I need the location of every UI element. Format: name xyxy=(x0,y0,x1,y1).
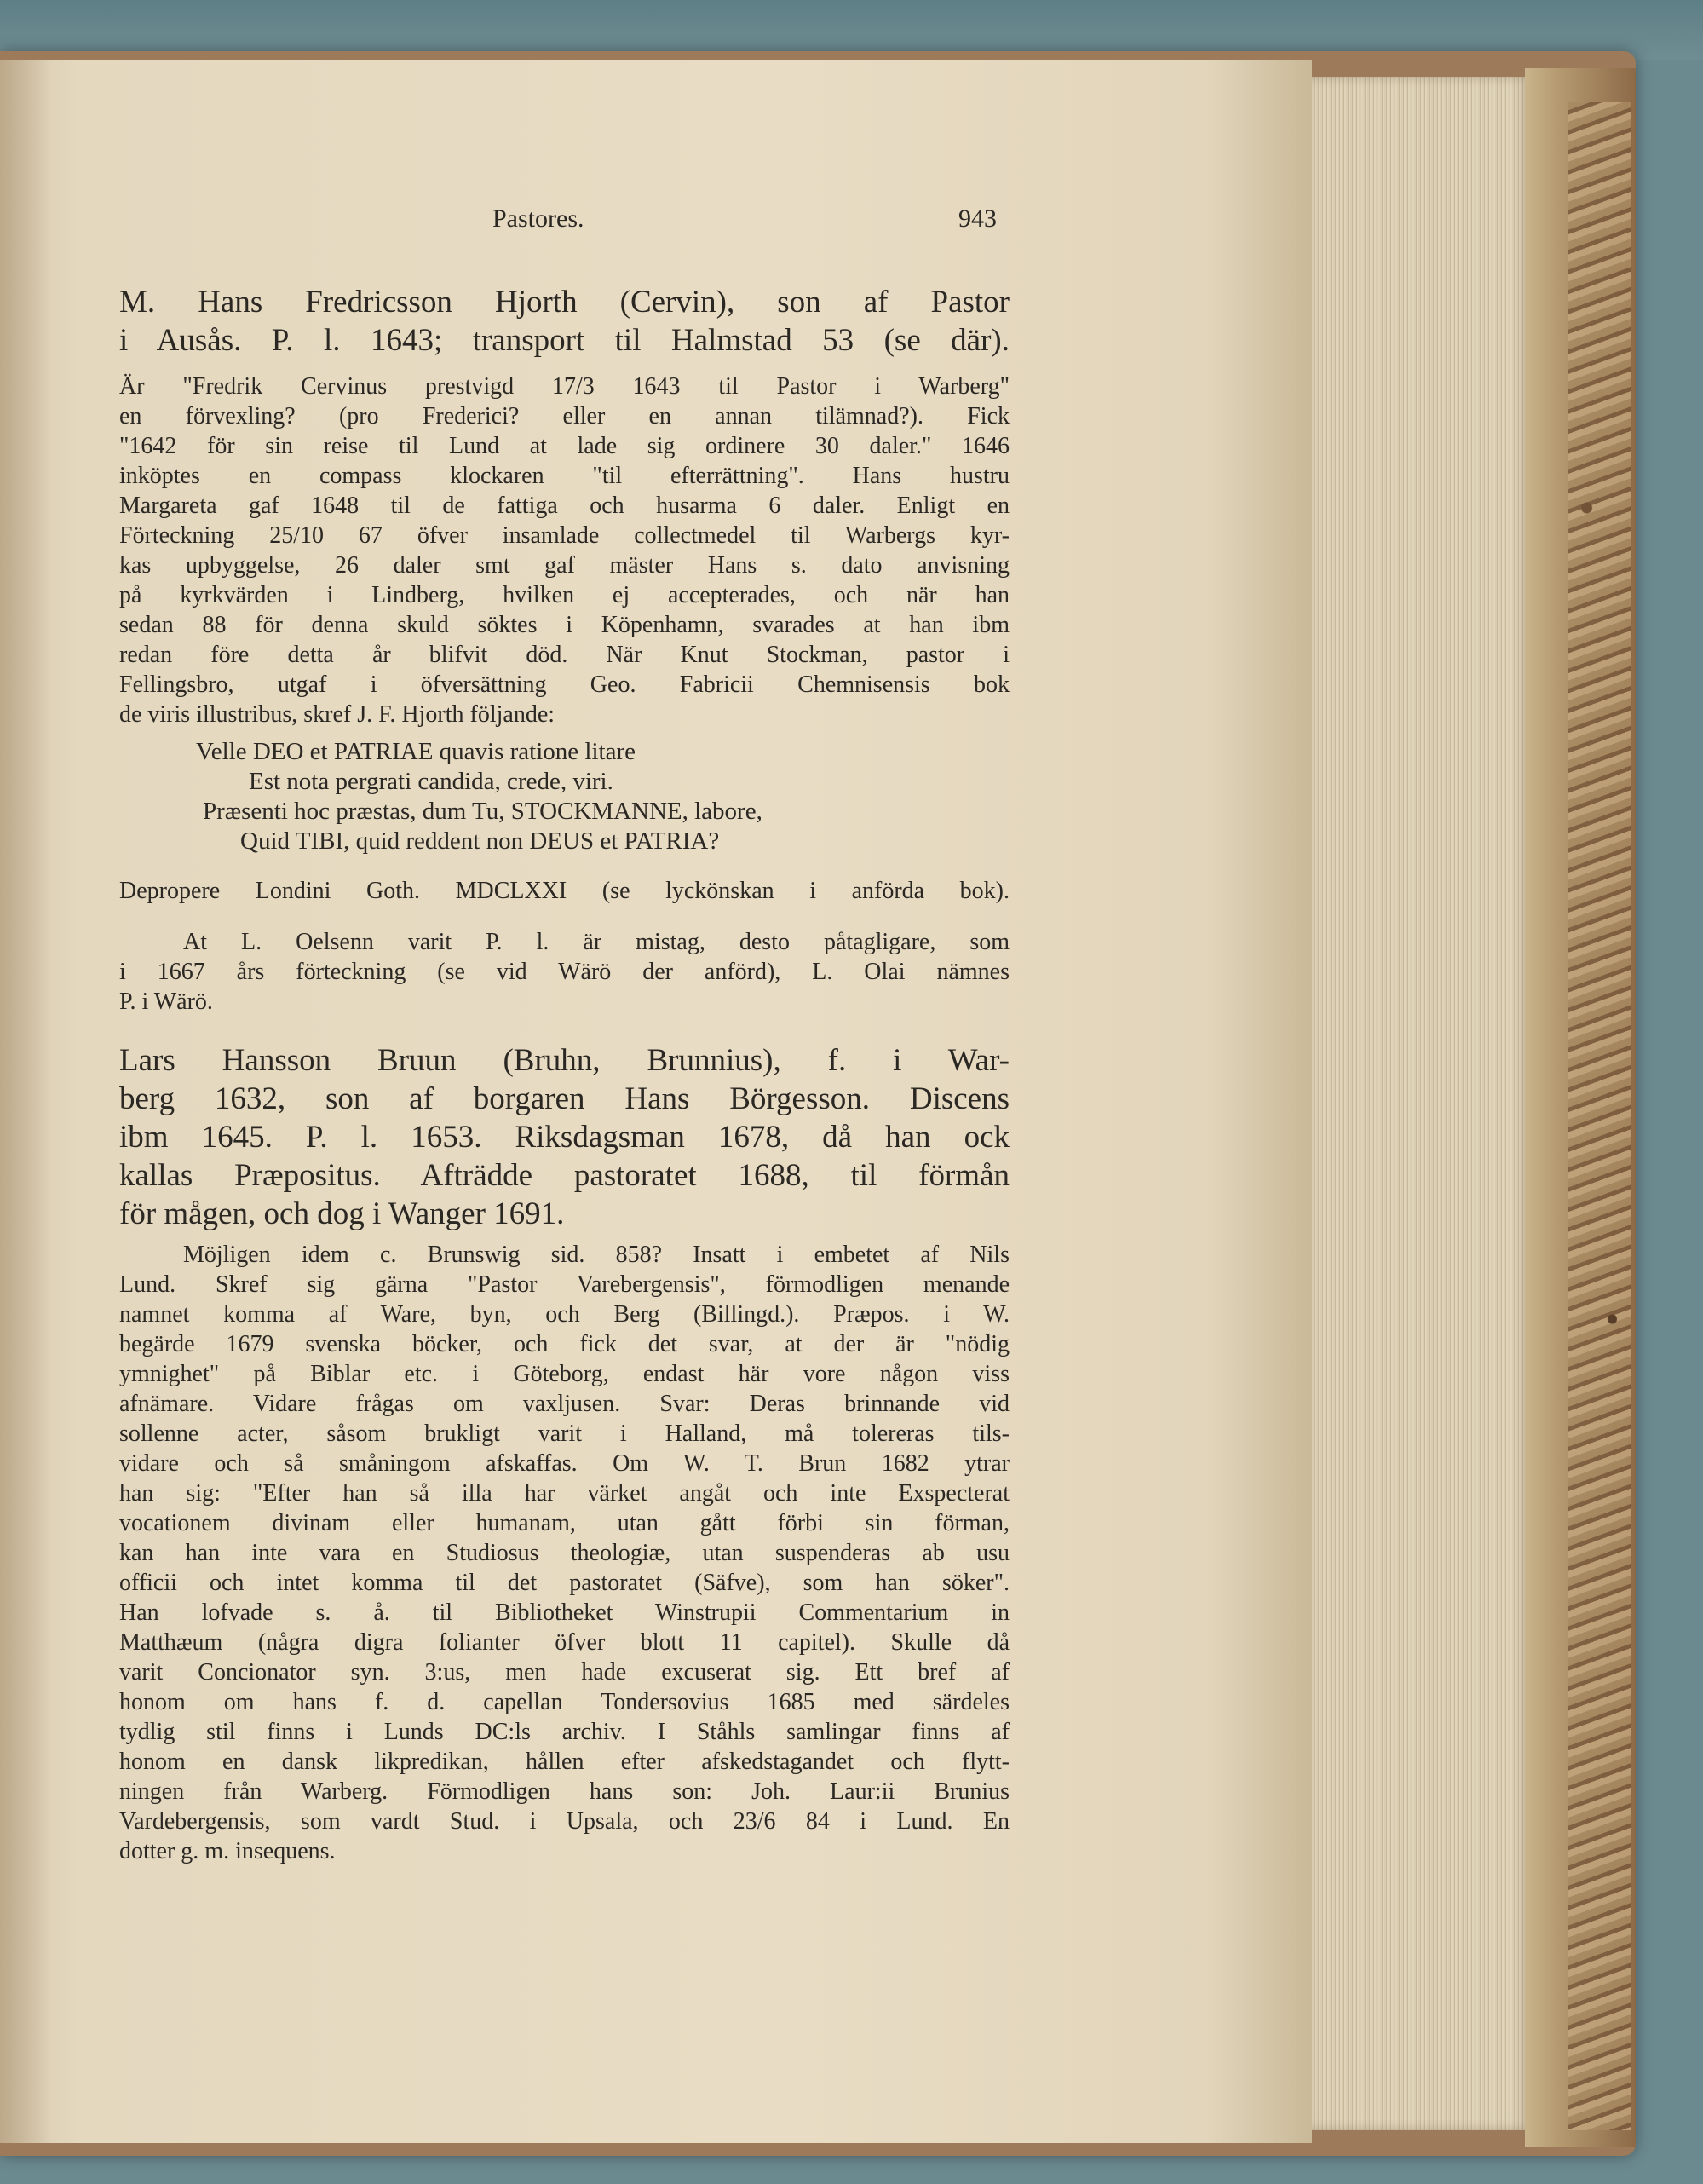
note-line: vidare och så småningom afskaffas. Om W. T. Brun 1682 ytrar xyxy=(119,1450,1010,1477)
note-line: Fellingsbro, utgaf i öfversättning Geo. Fabricii Chemnisensis bok xyxy=(119,671,1010,698)
note-line: kan han inte vara en Studiosus theologiæ, utan suspenderas ab usu xyxy=(119,1540,1010,1566)
note-line: Margareta gaf 1648 til de fattiga och husarma 6 daler. Enligt en xyxy=(119,493,1010,519)
page-gutter xyxy=(0,60,51,2143)
note-line: honom om hans f. d. capellan Tondersovius 1685 med särdeles xyxy=(119,1689,1010,1715)
note-line: i 1667 års förteckning (se vid Wärö der anförd), L. Olai nämnes xyxy=(119,959,1010,985)
note-line: Möjligen idem c. Brunswig sid. 858? Insatt i embetet af Nils xyxy=(183,1242,1010,1268)
verse-line: Quid TIBI, quid reddent non DEUS et PATRIA? xyxy=(240,827,720,855)
note-line: de viris illustribus, skref J. F. Hjorth följande: xyxy=(119,701,555,728)
page-number: 943 xyxy=(958,205,997,233)
signature-line: Depropere Londini Goth. MDCLXXI (se lyckönskan i anförda bok). xyxy=(119,878,1010,904)
note-line: ymnighet" på Biblar etc. i Göteborg, endast här vore någon viss xyxy=(119,1361,1010,1387)
entry-heading-line: i Ausås. P. l. 1643; transport til Halmstad 53 (se där). xyxy=(119,323,1010,358)
note-line: begärde 1679 svenska böcker, och fick det svar, at der är "nödig xyxy=(119,1331,1010,1357)
note-line: afnämare. Vidare frågas om vaxljusen. Svar: Deras brinnande vid xyxy=(119,1391,1010,1417)
entry-heading-line: för mågen, och dog i Wanger 1691. xyxy=(119,1196,565,1231)
note-line: dotter g. m. insequens. xyxy=(119,1838,336,1864)
note-line: kas upbyggelse, 26 daler smt gaf mäster Hans s. dato anvisning xyxy=(119,552,1010,579)
note-line: At L. Oelsenn varit P. l. är mistag, desto påtagligare, som xyxy=(183,929,1010,955)
note-line: ningen från Warberg. Förmodligen hans son: Joh. Laur:ii Brunius xyxy=(119,1778,1010,1805)
verse-line: Velle DEO et PATRIAE quavis ratione litare xyxy=(196,738,636,765)
note-line: sedan 88 för denna skuld söktes i Köpenhamn, svarades at han ibm xyxy=(119,612,1010,638)
note-line: P. i Wärö. xyxy=(119,988,213,1015)
note-line: Matthæum (några digra folianter öfver blott 11 capitel). Skulle då xyxy=(119,1629,1010,1656)
entry-heading-line: berg 1632, son af borgaren Hans Börgesson. Discens xyxy=(119,1081,1010,1116)
note-line: vocationem divinam eller humanam, utan gått förbi sin förman, xyxy=(119,1510,1010,1536)
note-line: Vardebergensis, som vardt Stud. i Upsala, och 23/6 84 i Lund. En xyxy=(119,1808,1010,1835)
entry-heading-line: kallas Præpositus. Afträdde pastoratet 1688, til förmån xyxy=(119,1158,1010,1193)
note-line: han sig: "Efter han så illa har värket angåt och inte Exspecterat xyxy=(119,1480,1010,1507)
verse-line: Præsenti hoc præstas, dum Tu, STOCKMANNE, labore, xyxy=(203,798,762,825)
note-line: en förvexling? (pro Frederici? eller en annan tilämnad?). Fick xyxy=(119,403,1010,429)
note-line: redan före detta år blifvit död. När Knut Stockman, pastor i xyxy=(119,642,1010,668)
note-line: Han lofvade s. å. til Bibliotheket Winstrupii Commentarium in xyxy=(119,1599,1010,1626)
note-line: sollenne acter, såsom brukligt varit i Halland, må tolereras tils- xyxy=(119,1420,1010,1447)
verse-line: Est nota pergrati candida, crede, viri. xyxy=(249,768,613,795)
note-line: Förteckning 25/10 67 öfver insamlade collectmedel til Warbergs kyr- xyxy=(119,522,1010,549)
note-line: Är "Fredrik Cervinus prestvigd 17/3 1643 til Pastor i Warberg" xyxy=(119,373,1010,400)
note-line: namnet komma af Ware, byn, och Berg (Billingd.). Præpos. i W. xyxy=(119,1301,1010,1328)
note-line: officii och intet komma til det pastoratet (Säfve), som han söker". xyxy=(119,1570,1010,1596)
entry-heading-line: M. Hans Fredricsson Hjorth (Cervin), son af Pastor xyxy=(119,285,1010,320)
note-line: honom en dansk likpredikan, hållen efter afskedstagandet och flytt- xyxy=(119,1749,1010,1775)
note-line: Lund. Skref sig gärna "Pastor Varebergensis", förmodligen menande xyxy=(119,1271,1010,1298)
page-stack-edges xyxy=(1286,77,1525,2130)
marbled-board xyxy=(1568,102,1631,2130)
note-line: på kyrkvärden i Lindberg, hvilken ej accepterades, och när han xyxy=(119,582,1010,608)
note-line: tydlig stil finns i Lunds DC:ls archiv. I Ståhls samlingar finns af xyxy=(119,1719,1010,1745)
entry-heading-line: ibm 1645. P. l. 1653. Riksdagsman 1678, då han ock xyxy=(119,1120,1010,1155)
running-title: Pastores. xyxy=(492,205,584,233)
note-line: varit Concionator syn. 3:us, men hade excuserat sig. Ett bref af xyxy=(119,1659,1010,1686)
note-line: "1642 för sin reise til Lund at lade sig ordinere 30 daler." 1646 xyxy=(119,433,1010,459)
note-line: inköptes en compass klockaren "til efterrättning". Hans hustru xyxy=(119,463,1010,489)
entry-heading-line: Lars Hansson Bruun (Bruhn, Brunnius), f. i War- xyxy=(119,1043,1010,1078)
